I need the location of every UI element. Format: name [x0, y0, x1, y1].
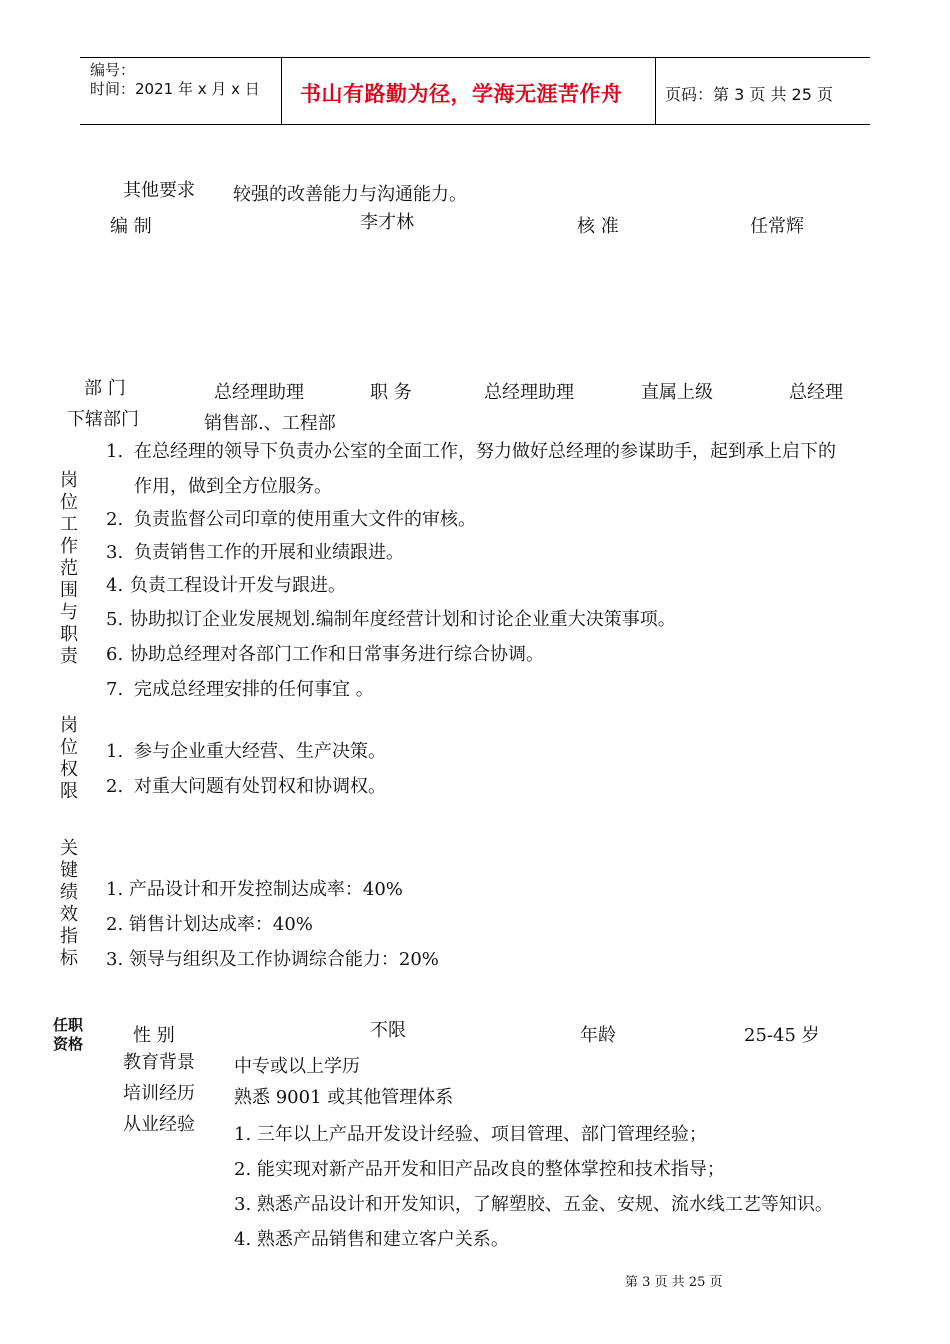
department-label: 部 门	[84, 378, 126, 399]
header-top-border	[80, 57, 870, 58]
duty-item-1: 1. 在总经理的领导下负责办公室的全面工作，努力做好总经理的参谋助手，起到承上启下的	[106, 441, 836, 462]
training-label: 培训经历	[123, 1083, 195, 1104]
duty-item-4: 4. 负责工程设计开发与跟进。	[106, 575, 346, 596]
approved-by-value: 任常辉	[750, 216, 804, 237]
education-value: 中专或以上学历	[234, 1056, 360, 1077]
education-label: 教育背景	[123, 1052, 195, 1073]
other-requirements-value: 较强的改善能力与沟通能力。	[233, 184, 467, 205]
header-motto: 书山有路勤为径，学海无涯苦作舟	[300, 82, 623, 106]
kpi-item-1: 1. 产品设计和开发控制达成率：40%	[106, 879, 403, 900]
prepared-by-value: 李才林	[360, 212, 414, 233]
header-divider-2	[655, 57, 656, 125]
duty-item-7: 7. 完成总经理安排的任何事宜 。	[106, 679, 374, 700]
experience-item-2: 2. 能实现对新产品开发和旧产品改良的整体掌控和技术指导；	[234, 1159, 725, 1180]
duties-label: 岗 位 工 作 范 围 与 职 责	[60, 470, 78, 667]
kpi-item-3: 3. 领导与组织及工作协调综合能力：20%	[106, 949, 439, 970]
kpi-item-2: 2. 销售计划达成率：40%	[106, 914, 313, 935]
other-requirements-label: 其他要求	[123, 180, 195, 201]
direct-superior-value: 总经理	[789, 382, 843, 403]
direct-superior-label: 直属上级	[641, 382, 713, 403]
job-title-label: 职 务	[370, 382, 412, 403]
header-divider-1	[281, 57, 282, 125]
qualification-label: 任职 资格	[53, 1016, 84, 1053]
job-title-value: 总经理助理	[484, 382, 574, 403]
experience-label: 从业经验	[123, 1114, 195, 1135]
authority-item-1: 1. 参与企业重大经营、生产决策。	[106, 741, 386, 762]
duty-item-2: 2. 负责监督公司印章的使用重大文件的审核。	[106, 509, 476, 530]
prepared-by-label: 编 制	[110, 216, 152, 237]
age-label: 年龄	[580, 1025, 616, 1046]
age-value: 25-45 岁	[744, 1025, 820, 1046]
experience-item-4: 4. 熟悉产品销售和建立客户关系。	[234, 1229, 509, 1250]
department-value: 总经理助理	[214, 382, 304, 403]
header-page-info: 页码：第 3 页 共 25 页	[665, 85, 833, 104]
approved-by-label: 核 准	[577, 216, 619, 237]
authority-item-2: 2. 对重大问题有处罚权和协调权。	[106, 776, 386, 797]
duty-item-1-continued: 作用，做到全方位服务。	[134, 476, 332, 497]
document-code: 编号：	[90, 61, 136, 79]
experience-item-3: 3. 熟悉产品设计和开发知识，了解塑胶、五金、安规、流水线工艺等知识。	[234, 1194, 833, 1215]
experience-item-1: 1. 三年以上产品开发设计经验、项目管理、部门管理经验；	[234, 1124, 707, 1145]
training-value: 熟悉 9001 或其他管理体系	[234, 1087, 454, 1108]
page-footer: 第 3 页 共 25 页	[625, 1275, 723, 1290]
subordinate-departments-value: 销售部.、工程部	[204, 413, 336, 434]
gender-value: 不限	[370, 1020, 406, 1041]
duty-item-5: 5. 协助拟订企业发展规划.编制年度经营计划和讨论企业重大决策事项。	[106, 609, 676, 630]
kpi-label: 关 键 绩 效 指 标	[60, 838, 78, 969]
subordinate-departments-label: 下辖部门	[67, 409, 139, 430]
authority-label: 岗 位 权 限	[60, 715, 78, 802]
duty-item-3: 3. 负责销售工作的开展和业绩跟进。	[106, 542, 404, 563]
gender-label: 性 别	[133, 1025, 175, 1046]
header-bottom-border	[80, 124, 870, 125]
duty-item-6: 6. 协助总经理对各部门工作和日常事务进行综合协调。	[106, 644, 544, 665]
document-date: 时间：2021 年 x 月 x 日	[90, 80, 260, 98]
